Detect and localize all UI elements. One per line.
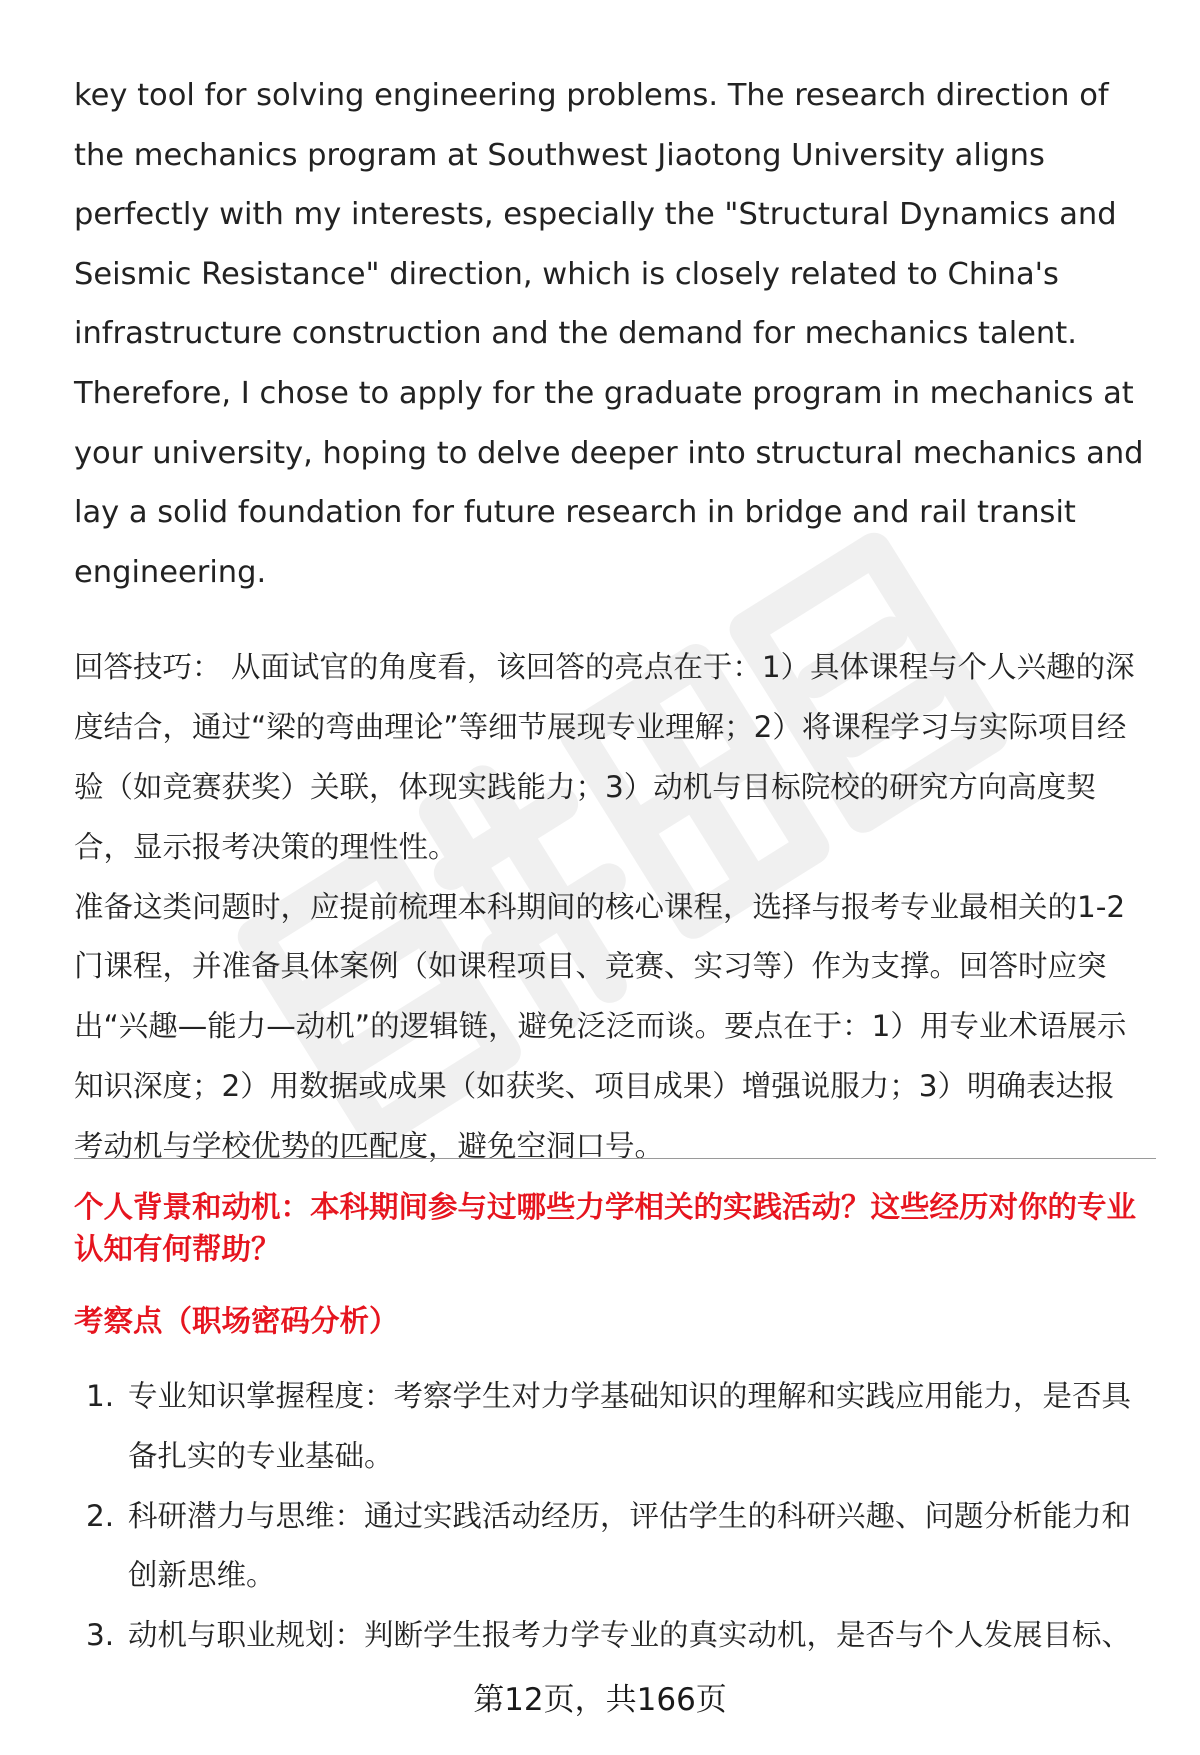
english-answer-paragraph: key tool for solving engineering problems. The research direction of the mechanics program at Southwest Jiaotong University aligns perfectly with my interests, especially the "Structural Dynamics and Seismic Resistance" direction, which is closely related to China's infrastructure construction and the demand for mechanics talent. Therefore, I chose to apply for the graduate program in mechanics at your university, hoping to delve deeper into structural mechanics and lay a solid foundation for future research in bridge and rail transit engineering. — [74, 78, 1144, 590]
list-item-number: 1. — [86, 1379, 115, 1413]
page-number-footer: 第12页，共166页 — [473, 1682, 727, 1718]
list-item-text: 科研潜力与思维：通过实践活动经历，评估学生的科研兴趣、问题分析能力和创新思维。 — [128, 1498, 1132, 1593]
section-divider — [74, 1158, 1156, 1159]
tips-label: 回答技巧： — [74, 650, 222, 685]
answer-tips-block — [74, 638, 1144, 1176]
main-content — [74, 66, 1144, 1177]
list-item — [74, 1606, 1154, 1666]
question-heading: 个人背景和动机：本科期间参与过哪些力学相关的实践活动？这些经历对你的专业认知有何帮助？ — [74, 1190, 1137, 1266]
list-item-text: 动机与职业规划：判断学生报考力学专业的真实动机，是否与个人发展目标、 — [128, 1618, 1132, 1653]
list-item — [74, 1367, 1154, 1487]
assessment-points-heading: 考察点（职场密码分析） — [74, 1304, 399, 1338]
preparation-paragraph: 准备这类问题时，应提前梳理本科期间的核心课程，选择与报考专业最相关的1-2门课程，并准备具体案例（如课程项目、竞赛、实习等）作为支撑。回答时应突出“兴趣—能力—动机”的逻辑链，避免泛泛而谈。要点在于：1）用专业术语展示知识深度；2）用数据或成果（如获奖、项目成果）增强说服力；3）明确表达报考动机与学校优势的匹配度，避免空洞口号。 — [74, 889, 1127, 1163]
tips-text: 从面试官的角度看，该回答的亮点在于：1）具体课程与个人兴趣的深度结合，通过“梁的弯曲理论”等细节展现专业理解；2）将课程学习与实际项目经验（如竞赛获奖）关联，体现实践能力；3）动机与目标院校的研究方向高度契合，显示报考决策的理性性。 — [74, 650, 1135, 864]
list-item-text: 专业知识掌握程度：考察学生对力学基础知识的理解和实践应用能力，是否具备扎实的专业基础。 — [128, 1379, 1132, 1473]
list-item — [74, 1487, 1154, 1607]
answer-tips-paragraph — [74, 638, 1144, 877]
assessment-points-list — [74, 1367, 1154, 1666]
list-item-number: 2. — [86, 1498, 115, 1533]
list-item-number: 3. — [86, 1618, 115, 1653]
